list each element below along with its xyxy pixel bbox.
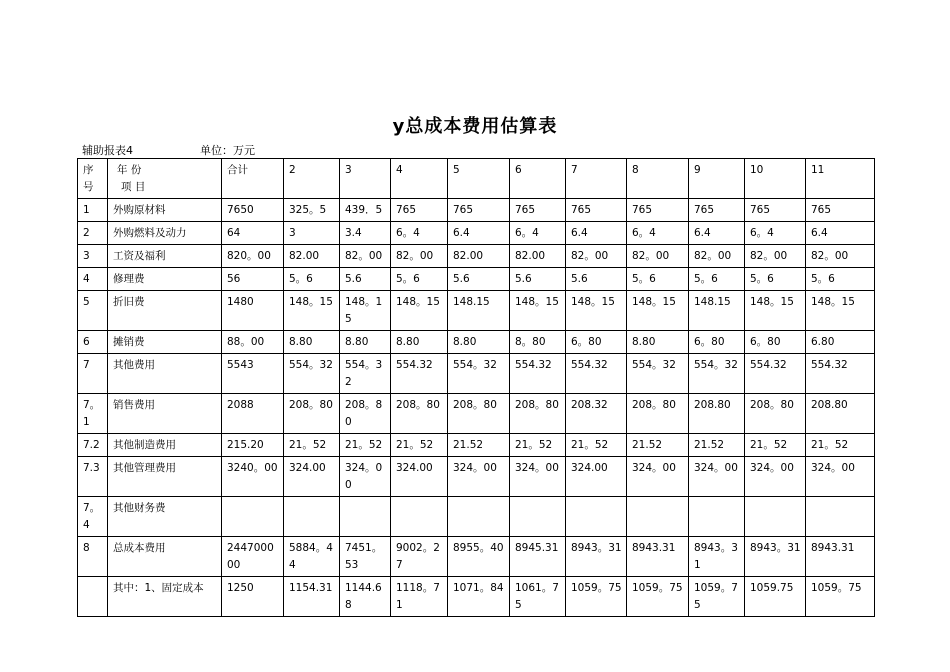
row-value: 21。52 xyxy=(806,434,875,457)
row-value: 21。52 xyxy=(284,434,340,457)
row-value: 21。52 xyxy=(391,434,448,457)
header-seq: 序号 xyxy=(78,159,108,199)
row-seq: 7 xyxy=(78,354,108,394)
row-value: 82。00 xyxy=(806,245,875,268)
row-value: 148。15 xyxy=(627,291,689,331)
row-value: 8.80 xyxy=(391,331,448,354)
row-value: 324。00 xyxy=(627,457,689,497)
row-item: 折旧费 xyxy=(108,291,222,331)
row-value: 554.32 xyxy=(566,354,627,394)
row-value: 8.80 xyxy=(284,331,340,354)
row-value: 765 xyxy=(745,199,806,222)
row-value: 2088 xyxy=(222,394,284,434)
row-item: 其中：1、固定成本 xyxy=(108,577,222,617)
row-seq: 8 xyxy=(78,537,108,577)
row-value: 244700000 xyxy=(222,537,284,577)
table-row xyxy=(78,497,875,537)
page-title: y总成本费用估算表 xyxy=(392,116,558,137)
row-value xyxy=(448,497,510,537)
row-value: 6.4 xyxy=(806,222,875,245)
row-value: 8.80 xyxy=(627,331,689,354)
row-value: 56 xyxy=(222,268,284,291)
row-value: 1059。75 xyxy=(689,577,745,617)
row-value: 765 xyxy=(448,199,510,222)
table-row xyxy=(78,222,875,245)
row-value xyxy=(566,497,627,537)
row-value: 324。00 xyxy=(806,457,875,497)
row-value: 5.6 xyxy=(340,268,391,291)
row-value: 1250 xyxy=(222,577,284,617)
row-value: 1059。75 xyxy=(566,577,627,617)
row-value: 8943。31 xyxy=(566,537,627,577)
row-value: 324。00 xyxy=(689,457,745,497)
row-item: 修理费 xyxy=(108,268,222,291)
row-value: 1118。71 xyxy=(391,577,448,617)
header-col-year: 8 xyxy=(627,159,689,199)
row-value: 820。00 xyxy=(222,245,284,268)
row-value: 1061。75 xyxy=(510,577,566,617)
header-col-year: 4 xyxy=(391,159,448,199)
row-item: 其他财务费 xyxy=(108,497,222,537)
row-value: 5。6 xyxy=(745,268,806,291)
row-value: 324.00 xyxy=(566,457,627,497)
row-value: 324。00 xyxy=(510,457,566,497)
row-value: 82.00 xyxy=(510,245,566,268)
row-value xyxy=(222,497,284,537)
row-value: 148。15 xyxy=(391,291,448,331)
row-value: 8943。31 xyxy=(745,537,806,577)
row-value: 554。32 xyxy=(340,354,391,394)
row-value: 765 xyxy=(391,199,448,222)
header-col-year: 7 xyxy=(566,159,627,199)
row-value: 554.32 xyxy=(391,354,448,394)
table-row xyxy=(78,245,875,268)
row-value: 21.52 xyxy=(448,434,510,457)
row-value: 5884。44 xyxy=(284,537,340,577)
row-item: 摊销费 xyxy=(108,331,222,354)
row-value: 82。00 xyxy=(566,245,627,268)
header-col-year: 6 xyxy=(510,159,566,199)
row-value xyxy=(340,497,391,537)
row-value: 554。32 xyxy=(627,354,689,394)
row-value: 554.32 xyxy=(806,354,875,394)
row-value: 8.80 xyxy=(340,331,391,354)
row-value: 21.52 xyxy=(689,434,745,457)
table-row xyxy=(78,268,875,291)
row-item: 其他管理费用 xyxy=(108,457,222,497)
row-value: 6。80 xyxy=(566,331,627,354)
row-value: 554.32 xyxy=(510,354,566,394)
row-value: 8955。40 xyxy=(448,537,510,577)
header-col-year: 3 xyxy=(340,159,391,199)
row-seq: 3 xyxy=(78,245,108,268)
header-item-label: 项 目 xyxy=(121,181,146,193)
row-value: 82.00 xyxy=(284,245,340,268)
row-value: 148。15 xyxy=(806,291,875,331)
row-value: 208。80 xyxy=(340,394,391,434)
row-value: 148。15 xyxy=(510,291,566,331)
row-value: 765 xyxy=(689,199,745,222)
row-value: 148。15 xyxy=(284,291,340,331)
table-row xyxy=(78,577,875,617)
header-row xyxy=(78,159,875,199)
table-row xyxy=(78,354,875,394)
row-value: 324。00 xyxy=(745,457,806,497)
table-row xyxy=(78,199,875,222)
row-seq: 2 xyxy=(78,222,108,245)
row-item: 外购原材料 xyxy=(108,199,222,222)
header-col-year: 2 xyxy=(284,159,340,199)
row-value: 324。00 xyxy=(340,457,391,497)
table-row xyxy=(78,457,875,497)
row-item: 总成本费用 xyxy=(108,537,222,577)
row-seq: 7。1 xyxy=(78,394,108,434)
row-value: 6。80 xyxy=(745,331,806,354)
header-col-year: 9 xyxy=(689,159,745,199)
row-value: 765 xyxy=(566,199,627,222)
row-value: 82。00 xyxy=(391,245,448,268)
header-year-label: 年 份 xyxy=(117,164,142,176)
row-value: 6.4 xyxy=(448,222,510,245)
row-value: 148。15 xyxy=(745,291,806,331)
row-value xyxy=(510,497,566,537)
row-item: 工资及福利 xyxy=(108,245,222,268)
row-value: 8.80 xyxy=(448,331,510,354)
row-value xyxy=(391,497,448,537)
table-row xyxy=(78,331,875,354)
row-value: 5。6 xyxy=(284,268,340,291)
cost-estimate-table xyxy=(77,158,875,617)
row-seq: 7.3 xyxy=(78,457,108,497)
row-value: 6。4 xyxy=(627,222,689,245)
row-value xyxy=(284,497,340,537)
row-value: 765 xyxy=(806,199,875,222)
unit-label: 单位：万元 xyxy=(200,144,255,157)
row-value: 21。52 xyxy=(745,434,806,457)
row-value: 208。80 xyxy=(448,394,510,434)
row-value: 324.00 xyxy=(391,457,448,497)
row-value: 6。80 xyxy=(689,331,745,354)
row-seq: 7。4 xyxy=(78,497,108,537)
row-value: 6.4 xyxy=(689,222,745,245)
row-value: 64 xyxy=(222,222,284,245)
row-value: 208。80 xyxy=(510,394,566,434)
row-value xyxy=(745,497,806,537)
row-value: 9002。27 xyxy=(391,537,448,577)
table-row xyxy=(78,537,875,577)
row-value: 208。80 xyxy=(745,394,806,434)
header-col-year: 11 xyxy=(806,159,875,199)
row-value: 765 xyxy=(627,199,689,222)
row-value: 6。4 xyxy=(510,222,566,245)
row-value: 1144.68 xyxy=(340,577,391,617)
row-value: 554。32 xyxy=(689,354,745,394)
row-value: 5。6 xyxy=(391,268,448,291)
row-value xyxy=(806,497,875,537)
row-value: 5。6 xyxy=(806,268,875,291)
row-value: 82。00 xyxy=(340,245,391,268)
row-value: 208。80 xyxy=(391,394,448,434)
row-value: 148.15 xyxy=(448,291,510,331)
row-value xyxy=(689,497,745,537)
row-value: 554。32 xyxy=(284,354,340,394)
row-value: 3.4 xyxy=(340,222,391,245)
row-value: 82。00 xyxy=(689,245,745,268)
row-item: 其他费用 xyxy=(108,354,222,394)
row-value: 8943.31 xyxy=(627,537,689,577)
row-value: 8945.31 xyxy=(510,537,566,577)
row-seq: 4 xyxy=(78,268,108,291)
row-value: 1059。75 xyxy=(627,577,689,617)
row-value: 208.80 xyxy=(689,394,745,434)
row-seq: 6 xyxy=(78,331,108,354)
row-value: 215.20 xyxy=(222,434,284,457)
report-number: 辅助报表4 xyxy=(82,144,133,157)
row-value: 82。00 xyxy=(745,245,806,268)
row-value: 554。32 xyxy=(448,354,510,394)
row-value: 6.80 xyxy=(806,331,875,354)
row-value: 148。15 xyxy=(566,291,627,331)
row-value: 325。5 xyxy=(284,199,340,222)
header-col-year: 10 xyxy=(745,159,806,199)
row-value: 324。00 xyxy=(448,457,510,497)
row-value: 3240。00 xyxy=(222,457,284,497)
row-item: 外购燃料及动力 xyxy=(108,222,222,245)
row-item: 销售费用 xyxy=(108,394,222,434)
row-value: 7451。53 xyxy=(340,537,391,577)
row-value: 21。52 xyxy=(510,434,566,457)
row-value: 82。00 xyxy=(627,245,689,268)
header-year-item xyxy=(108,159,222,199)
row-value: 1154.31 xyxy=(284,577,340,617)
table-row xyxy=(78,291,875,331)
row-value: 1059。75 xyxy=(806,577,875,617)
row-item: 其他制造费用 xyxy=(108,434,222,457)
header-col-total: 合计 xyxy=(222,159,284,199)
row-value: 554.32 xyxy=(745,354,806,394)
row-value: 7650 xyxy=(222,199,284,222)
row-value: 208.32 xyxy=(566,394,627,434)
row-value: 6。4 xyxy=(745,222,806,245)
row-value: 5.6 xyxy=(448,268,510,291)
row-value: 82.00 xyxy=(448,245,510,268)
row-value: 21.52 xyxy=(627,434,689,457)
row-seq: 5 xyxy=(78,291,108,331)
row-value: 8943.31 xyxy=(806,537,875,577)
row-value: 6。4 xyxy=(391,222,448,245)
row-value: 208。80 xyxy=(627,394,689,434)
row-value: 5。6 xyxy=(689,268,745,291)
row-value: 3 xyxy=(284,222,340,245)
row-value: 5。6 xyxy=(627,268,689,291)
row-value: 1071。84 xyxy=(448,577,510,617)
row-seq xyxy=(78,577,108,617)
row-value: 6.4 xyxy=(566,222,627,245)
row-value: 765 xyxy=(510,199,566,222)
row-value: 148.15 xyxy=(689,291,745,331)
row-value: 324.00 xyxy=(284,457,340,497)
row-value: 8。80 xyxy=(510,331,566,354)
row-seq: 7.2 xyxy=(78,434,108,457)
row-value xyxy=(627,497,689,537)
row-value: 88。00 xyxy=(222,331,284,354)
row-value: 1059.75 xyxy=(745,577,806,617)
row-seq: 1 xyxy=(78,199,108,222)
row-value: 208.80 xyxy=(806,394,875,434)
table-row xyxy=(78,434,875,457)
row-value: 5543 xyxy=(222,354,284,394)
row-value: 148。15 xyxy=(340,291,391,331)
table-row xyxy=(78,394,875,434)
row-value: 21。52 xyxy=(340,434,391,457)
row-value: 5.6 xyxy=(510,268,566,291)
row-value: 21。52 xyxy=(566,434,627,457)
row-value: 5.6 xyxy=(566,268,627,291)
row-value: 439．5 xyxy=(340,199,391,222)
row-value: 1480 xyxy=(222,291,284,331)
header-col-year: 5 xyxy=(448,159,510,199)
row-value: 208。80 xyxy=(284,394,340,434)
row-value: 8943。31 xyxy=(689,537,745,577)
